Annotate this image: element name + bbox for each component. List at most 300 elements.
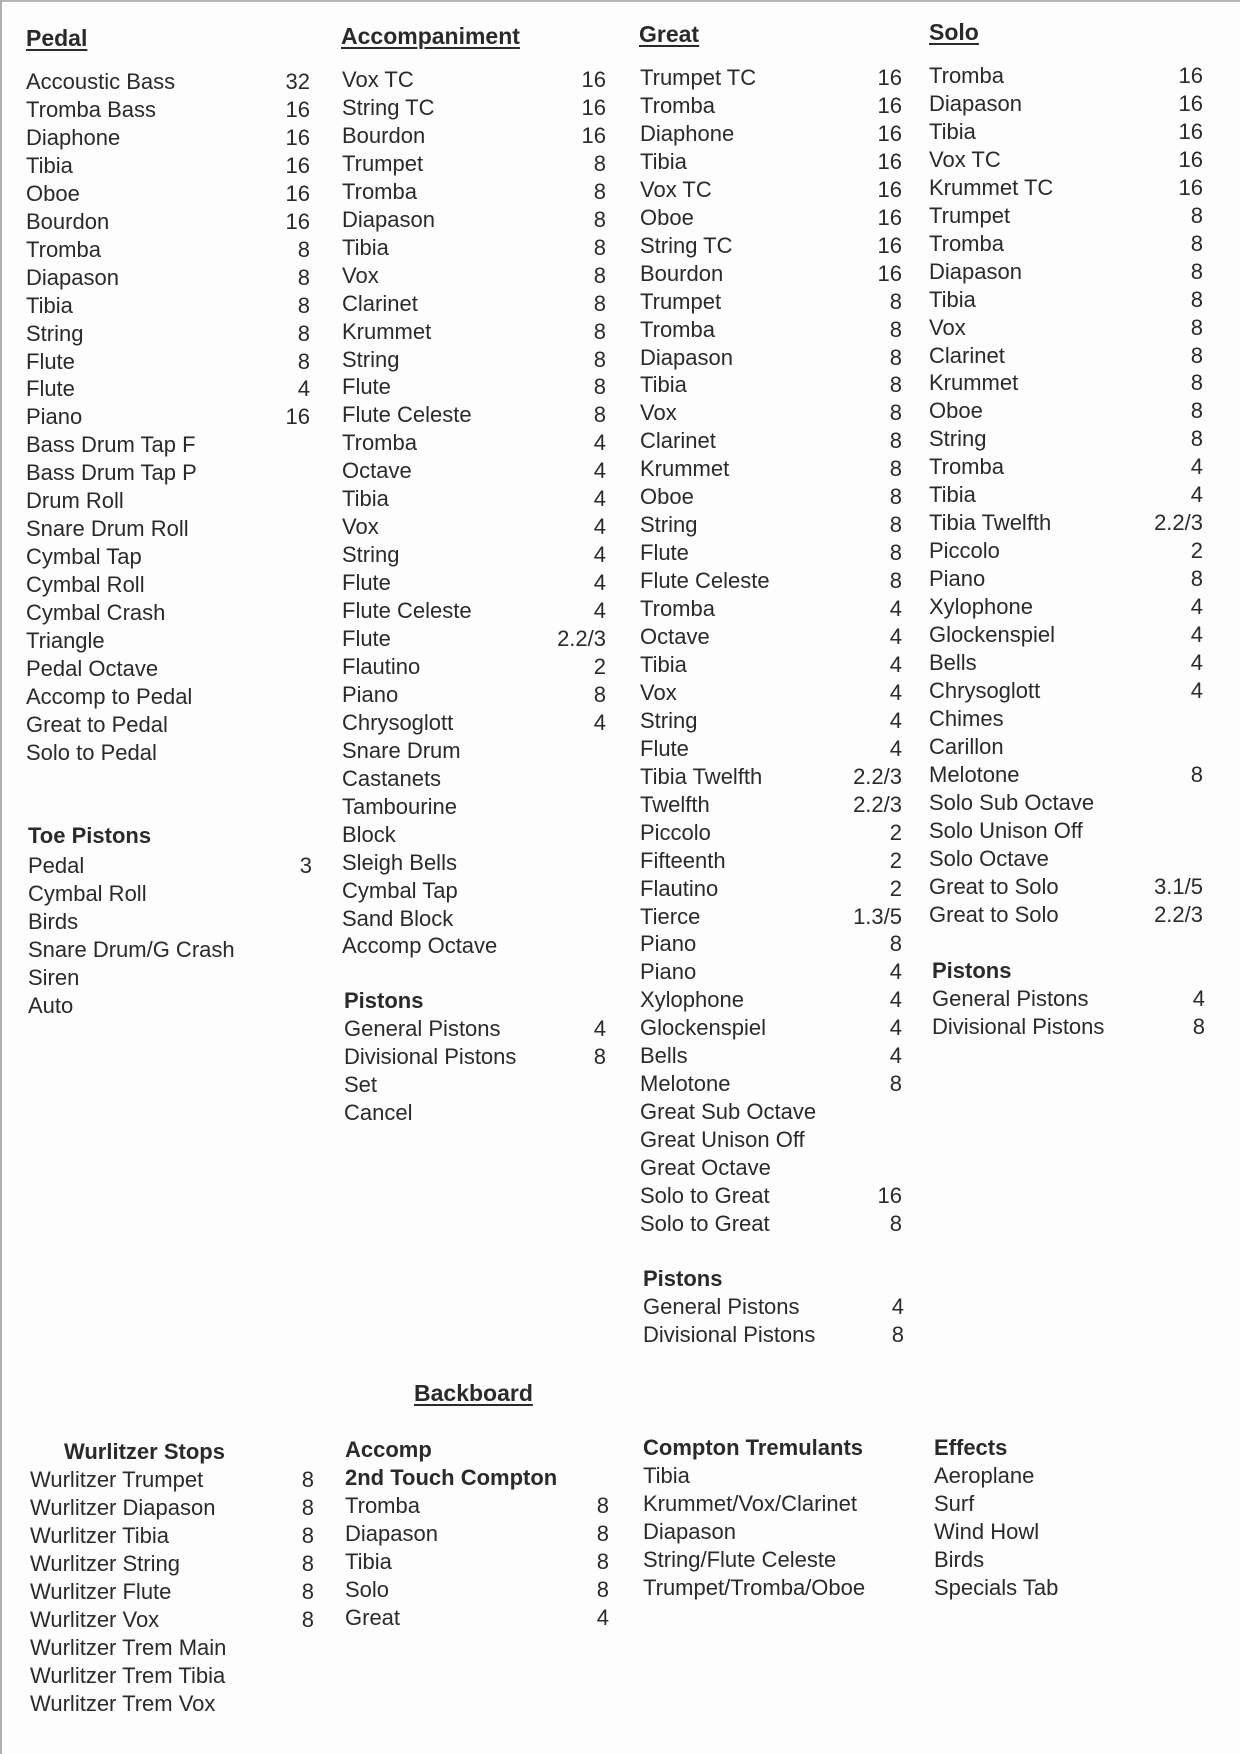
stop-row	[932, 985, 1205, 1013]
stop-footage: 8	[593, 290, 606, 316]
stop-name: Chrysoglott	[929, 677, 1041, 703]
stop-name: Tromba	[345, 1493, 420, 1518]
stop-name: Solo Unison Off	[929, 817, 1083, 843]
stop-footage: 8	[889, 316, 902, 342]
stop-name: Auto	[28, 992, 74, 1018]
stop-name: Tromba	[929, 230, 1004, 256]
stop-footage: 16	[1178, 118, 1203, 144]
stop-footage: 8	[596, 1520, 609, 1546]
stop-row	[640, 399, 902, 427]
stop-row	[934, 1574, 1194, 1602]
stop-footage: 8	[1190, 258, 1203, 284]
stop-name: Bourdon	[342, 122, 426, 148]
stop-row	[929, 509, 1203, 537]
stop-row	[640, 903, 902, 931]
stop-name: Tibia	[342, 234, 389, 260]
stop-name: Tromba	[640, 92, 715, 118]
stop-name: Pedal Octave	[26, 655, 159, 681]
stop-row	[929, 677, 1203, 705]
stop-row	[643, 1462, 903, 1490]
stop-row	[26, 292, 310, 320]
stop-name: Great Sub Octave	[640, 1099, 817, 1125]
stop-name: Snare Drum	[342, 737, 461, 763]
stop-row	[342, 793, 606, 821]
stop-row	[342, 653, 606, 681]
stop-row	[30, 1494, 314, 1522]
stop-row	[26, 655, 310, 683]
stop-footage: 8	[593, 402, 606, 428]
stop-footage: 2.2/3	[1154, 510, 1203, 536]
stop-row	[26, 68, 310, 96]
stop-row	[342, 206, 606, 234]
stop-footage: 8	[297, 348, 310, 374]
stop-row	[28, 964, 312, 992]
stop-row	[30, 1606, 314, 1634]
stop-footage: 4	[891, 1294, 904, 1319]
stop-footage: 8	[596, 1548, 609, 1574]
stop-name: String	[640, 512, 698, 538]
stop-row	[929, 873, 1203, 901]
stop-name: Glockenspiel	[929, 622, 1055, 647]
stop-name: String	[26, 320, 84, 346]
stop-name: Piano	[640, 959, 697, 985]
stop-footage: 2	[1190, 538, 1203, 564]
stop-name: Tibia	[342, 486, 389, 512]
stop-name: Tibia	[929, 482, 976, 508]
stop-footage: 16	[877, 260, 902, 286]
stop-footage: 2.2/3	[853, 791, 902, 817]
scan-edge-left	[0, 0, 2, 1754]
stop-name: Great	[345, 1604, 401, 1630]
stop-name: Vox TC	[342, 67, 414, 92]
stop-footage: 8	[889, 1071, 902, 1097]
stop-row	[30, 1690, 314, 1718]
stop-row	[342, 262, 606, 290]
stop-footage: 8	[889, 428, 902, 454]
stop-row	[643, 1574, 903, 1602]
stop-row	[640, 1042, 902, 1070]
stop-footage: 3.1/5	[1154, 873, 1203, 899]
stop-footage: 8	[593, 318, 606, 344]
stop-row	[929, 174, 1203, 202]
stop-footage: 4	[889, 624, 902, 649]
stop-row	[26, 739, 310, 767]
stop-row	[640, 1182, 902, 1210]
stop-row	[640, 763, 902, 791]
stop-footage: 16	[1178, 174, 1203, 200]
stop-row	[640, 986, 902, 1014]
stop-footage: 8	[1190, 342, 1203, 368]
stop-name: Accomp Octave	[342, 933, 498, 959]
stop-row	[640, 204, 902, 232]
stop-name: Divisional Pistons	[932, 1013, 1105, 1039]
stop-row	[28, 880, 312, 908]
stop-row	[640, 875, 902, 903]
stop-footage: 8	[1190, 398, 1203, 424]
stop-name: Oboe	[640, 484, 694, 510]
accompaniment-heading: Accompaniment	[341, 23, 520, 49]
stop-row	[26, 711, 310, 739]
stop-footage: 4	[1190, 649, 1203, 675]
stop-footage: 8	[301, 1494, 314, 1520]
stop-footage: 4	[297, 376, 310, 402]
stop-row	[929, 537, 1203, 565]
stop-name: Chimes	[929, 705, 1004, 731]
stop-footage: 8	[889, 931, 902, 957]
stop-footage: 8	[889, 568, 902, 594]
stop-row	[342, 373, 606, 401]
stop-footage: 8	[1190, 202, 1203, 228]
stop-name: Solo to Pedal	[26, 739, 157, 765]
solo-pistons-heading: Pistons	[932, 958, 1012, 983]
stop-name: Flute	[26, 348, 75, 374]
stop-name: Wurlitzer Flute	[30, 1578, 172, 1604]
stop-name: Diapason	[929, 90, 1022, 116]
stop-name: Flute Celeste	[342, 402, 472, 428]
stop-name: Tibia	[26, 292, 73, 318]
stop-name: String	[640, 707, 698, 733]
stop-row	[934, 1462, 1194, 1490]
stop-footage: 4	[889, 679, 902, 705]
stop-name: Octave	[342, 458, 412, 484]
stop-footage: 16	[285, 180, 310, 206]
accomp-heading: Accomp	[345, 1437, 432, 1462]
stop-row	[929, 118, 1203, 146]
stop-name: Vox TC	[929, 146, 1001, 172]
stop-footage: 4	[593, 486, 606, 512]
stop-name: Tibia	[345, 1548, 392, 1574]
stop-row	[30, 1466, 314, 1494]
stop-name: Piccolo	[929, 538, 1000, 564]
stop-row	[640, 371, 902, 399]
stop-name: Tromba Bass	[26, 96, 157, 122]
stop-row	[932, 1013, 1205, 1041]
stop-name: Piano	[929, 566, 986, 592]
stop-footage: 4	[593, 458, 606, 484]
stop-row	[342, 122, 606, 150]
stop-name: Melotone	[640, 1071, 731, 1097]
stop-footage: 16	[581, 67, 606, 92]
stop-name: Trumpet	[929, 202, 1011, 228]
stop-name: Siren	[28, 964, 80, 990]
stop-name: Cymbal Tap	[342, 877, 458, 903]
stop-footage: 2.2/3	[1154, 901, 1203, 927]
stop-footage: 16	[877, 65, 902, 90]
stop-name: Solo	[345, 1576, 390, 1602]
stop-name: Trumpet	[342, 150, 424, 176]
stop-row	[26, 180, 310, 208]
stop-row	[640, 455, 902, 483]
stop-row	[640, 930, 902, 958]
stop-name: Cancel	[344, 1099, 413, 1125]
stop-footage: 16	[877, 120, 902, 146]
stop-footage: 8	[297, 236, 310, 262]
stop-name: Xylophone	[640, 987, 744, 1013]
stop-row	[342, 178, 606, 206]
stop-row	[30, 1662, 314, 1690]
stop-row	[643, 1321, 904, 1349]
stop-name: Piano	[342, 681, 399, 707]
stop-footage: 8	[1190, 370, 1203, 396]
stop-footage: 8	[891, 1321, 904, 1347]
stop-row	[342, 709, 606, 737]
stop-footage: 8	[596, 1493, 609, 1518]
accompaniment-pistons-heading: Pistons	[344, 988, 424, 1013]
stop-row	[26, 515, 310, 543]
stop-row	[929, 286, 1203, 314]
stop-name: Great to Pedal	[26, 711, 168, 737]
stop-row	[26, 403, 310, 431]
stop-row	[929, 649, 1203, 677]
stop-row	[342, 932, 606, 960]
stop-row	[342, 290, 606, 318]
stop-name: Oboe	[26, 180, 80, 206]
stop-name: General Pistons	[643, 1294, 800, 1319]
stop-row	[342, 346, 606, 374]
stop-footage: 8	[1190, 286, 1203, 312]
stop-footage: 4	[1190, 622, 1203, 647]
stop-name: Wurlitzer Diapason	[30, 1494, 216, 1520]
stop-footage: 4	[1190, 454, 1203, 480]
stop-row	[30, 1578, 314, 1606]
stop-footage: 16	[285, 96, 310, 122]
stop-name: Twelfth	[640, 791, 710, 817]
stop-name: Vox	[342, 514, 379, 540]
stop-row	[929, 342, 1203, 370]
stop-footage: 8	[297, 264, 310, 290]
stop-footage: 16	[877, 148, 902, 174]
stop-row	[344, 1043, 606, 1071]
stop-name: String	[342, 346, 400, 372]
stop-name: Diapason	[640, 344, 733, 370]
stop-row	[26, 320, 310, 348]
stop-name: Tromba	[929, 454, 1004, 480]
stop-footage: 4	[1192, 986, 1205, 1011]
stop-footage: 2.2/3	[557, 626, 606, 651]
stop-footage: 4	[889, 1015, 902, 1041]
stop-name: Clarinet	[929, 342, 1005, 368]
stop-footage: 4	[889, 1043, 902, 1069]
stop-row	[929, 565, 1203, 593]
stop-row	[342, 429, 606, 457]
stop-row	[26, 683, 310, 711]
stop-name: Fifteenth	[640, 847, 726, 873]
wurlitzer-stops-heading: Wurlitzer Stops	[64, 1439, 225, 1464]
stop-footage: 16	[285, 124, 310, 150]
stop-row	[640, 92, 902, 120]
stop-name: Great to Solo	[929, 901, 1059, 927]
stop-name: Solo Octave	[929, 845, 1049, 871]
stop-name: Wurlitzer Trem Main	[30, 1634, 227, 1660]
stop-row	[28, 992, 312, 1020]
stop-row	[929, 425, 1203, 453]
stop-row	[929, 705, 1203, 733]
stop-row	[26, 627, 310, 655]
solo-heading: Solo	[929, 19, 979, 45]
stop-row	[344, 1099, 606, 1127]
stop-row	[640, 651, 902, 679]
stop-row	[342, 401, 606, 429]
stop-row	[929, 202, 1203, 230]
stop-footage: 8	[593, 206, 606, 232]
stop-name: Surf	[934, 1490, 975, 1516]
stop-row	[929, 90, 1203, 118]
stop-row	[640, 707, 902, 735]
stop-row	[26, 236, 310, 264]
stop-row	[640, 791, 902, 819]
stop-footage: 4	[1190, 594, 1203, 620]
stop-footage: 4	[593, 1016, 606, 1041]
stop-row	[640, 539, 902, 567]
stop-name: Tibia	[640, 372, 687, 398]
stop-name: Piano	[26, 404, 83, 430]
stop-footage: 1.3/5	[853, 903, 902, 929]
stop-footage: 4	[889, 735, 902, 761]
stop-name: Flute Celeste	[640, 568, 770, 594]
stop-footage: 16	[285, 208, 310, 234]
stop-name: General Pistons	[344, 1016, 501, 1041]
stop-name: Diapason	[929, 258, 1022, 284]
stop-name: Flute	[640, 540, 689, 566]
stop-name: Triangle	[26, 628, 105, 653]
stop-footage: 16	[877, 232, 902, 258]
stop-name: Drum Roll	[26, 488, 124, 514]
stop-name: Set	[344, 1071, 378, 1097]
stop-name: Piano	[640, 931, 697, 957]
stop-footage: 8	[1190, 230, 1203, 256]
stop-row	[640, 232, 902, 260]
stop-name: Aeroplane	[934, 1463, 1035, 1488]
stop-name: String	[342, 542, 400, 568]
stop-footage: 4	[889, 651, 902, 677]
stop-name: Snare Drum Roll	[26, 516, 189, 542]
stop-row	[30, 1522, 314, 1550]
stop-name: Glockenspiel	[640, 1015, 766, 1041]
stop-name: Trumpet TC	[640, 65, 757, 90]
stop-footage: 8	[889, 484, 902, 510]
stop-row	[640, 567, 902, 595]
stop-footage: 4	[889, 707, 902, 733]
stop-name: Cymbal Roll	[26, 572, 145, 598]
stop-footage: 8	[1190, 566, 1203, 592]
stop-row	[26, 375, 310, 403]
stop-row	[26, 459, 310, 487]
stop-row	[929, 453, 1203, 481]
stop-footage: 8	[593, 178, 606, 204]
stop-footage: 8	[593, 150, 606, 176]
stop-name: Castanets	[342, 765, 442, 791]
stop-footage: 16	[877, 92, 902, 118]
stop-row	[342, 625, 606, 653]
stop-row	[342, 318, 606, 346]
stop-row	[640, 483, 902, 511]
stop-footage: 2.2/3	[853, 763, 902, 789]
stop-footage: 8	[1190, 314, 1203, 340]
stop-name: Solo Sub Octave	[929, 789, 1095, 815]
stop-name: Wurlitzer Vox	[30, 1606, 160, 1632]
stop-name: Tromba	[342, 430, 417, 456]
stop-name: Sand Block	[342, 905, 454, 931]
stop-name: Wurlitzer Trem Vox	[30, 1690, 216, 1716]
stop-name: Carillon	[929, 733, 1004, 759]
stop-footage: 8	[889, 344, 902, 370]
stop-name: Krummet	[640, 456, 730, 482]
stop-name: Vox	[929, 314, 966, 340]
stop-name: Accoustic Bass	[26, 69, 176, 94]
stop-row	[640, 819, 902, 847]
stop-footage: 16	[285, 152, 310, 178]
stop-row	[640, 1098, 902, 1126]
stop-row	[934, 1546, 1194, 1574]
stop-name: Cymbal Crash	[26, 600, 166, 626]
stop-row	[929, 845, 1203, 873]
great-heading: Great	[639, 21, 700, 47]
stop-name: Trumpet	[640, 288, 722, 314]
stop-name: Flute	[342, 626, 391, 651]
stop-name: Octave	[640, 624, 710, 649]
stop-name: Bass Drum Tap P	[26, 460, 197, 486]
stop-footage: 4	[596, 1604, 609, 1630]
stop-row	[640, 958, 902, 986]
stop-row	[342, 569, 606, 597]
stop-name: Krummet	[929, 370, 1019, 396]
stop-row	[342, 485, 606, 513]
stop-row	[345, 1548, 609, 1576]
stop-footage: 2	[593, 653, 606, 679]
stop-name: Flautino	[342, 653, 421, 679]
stop-name: Great Octave	[640, 1155, 771, 1181]
stop-name: Diaphone	[26, 124, 121, 150]
stop-footage: 4	[593, 570, 606, 596]
stop-footage: 4	[593, 709, 606, 735]
stop-row	[929, 733, 1203, 761]
stop-name: Tibia Twelfth	[640, 763, 763, 789]
stop-row	[640, 148, 902, 176]
stop-footage: 3	[299, 853, 312, 878]
stop-name: Sleigh Bells	[342, 849, 457, 875]
stop-footage: 8	[301, 1606, 314, 1632]
stop-name: Krummet TC	[929, 174, 1054, 200]
stop-name: Flute	[640, 735, 689, 761]
stop-row	[640, 344, 902, 372]
stop-name: Divisional Pistons	[344, 1043, 517, 1069]
stop-row	[640, 511, 902, 539]
stop-row	[640, 1210, 902, 1238]
stop-row	[342, 66, 606, 94]
stop-name: Piccolo	[640, 819, 711, 845]
stop-name: Bourdon	[26, 208, 110, 234]
stop-footage: 8	[889, 512, 902, 538]
stop-row	[929, 621, 1203, 649]
stop-name: Oboe	[640, 204, 694, 230]
stop-row	[640, 1070, 902, 1098]
stop-row	[929, 481, 1203, 509]
stop-row	[342, 765, 606, 793]
stop-footage: 4	[593, 598, 606, 624]
stop-footage: 8	[593, 374, 606, 400]
stop-row	[344, 1015, 606, 1043]
second-touch-compton-heading: 2nd Touch Compton	[345, 1465, 558, 1490]
stop-row	[342, 905, 606, 933]
stop-row	[342, 877, 606, 905]
stop-row	[640, 64, 902, 92]
stop-footage: 8	[596, 1576, 609, 1602]
stop-footage: 4	[889, 987, 902, 1013]
stop-name: Block	[342, 821, 396, 847]
stop-row	[640, 316, 902, 344]
stop-row	[934, 1490, 1194, 1518]
stop-name: Bass Drum Tap F	[26, 432, 196, 458]
